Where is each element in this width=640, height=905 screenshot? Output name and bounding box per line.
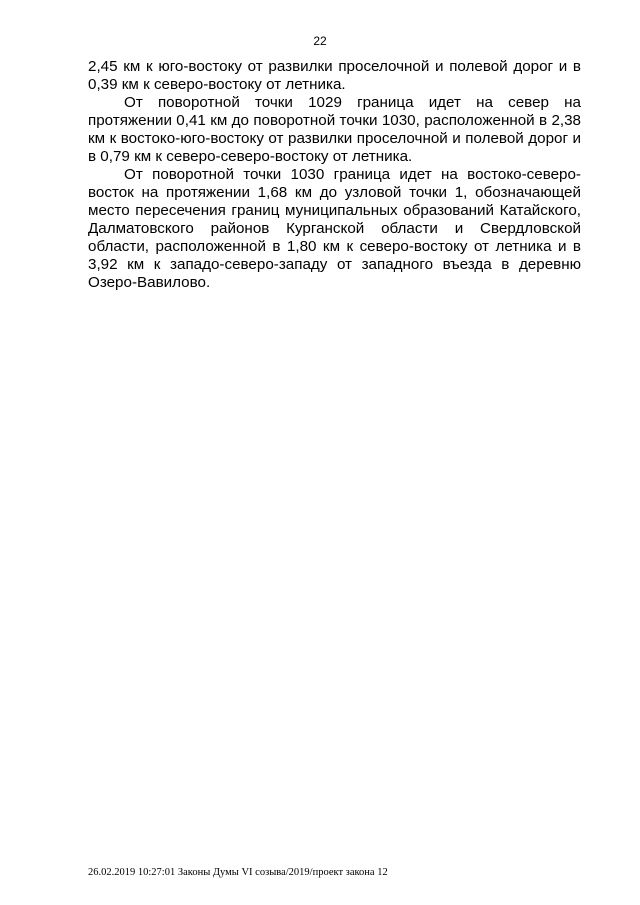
document-footer: 26.02.2019 10:27:01 Законы Думы VI созыва/2019/проект закона 12 xyxy=(88,867,388,878)
paragraph-point-1030: От поворотной точки 1030 граница идет на востоко-северо-восток на протяжении 1,68 км до узловой точки 1, обозначающей место пересечения границ муниципальных образований Катайского, Далматовского районов Курганской области и Свердловской области, расположенной в 1,80 км к северо-востоку от летника и в 3,92 км к западо-северо-западу от западного въезда в деревню Озеро-Вавилово. xyxy=(88,166,581,291)
paragraph-point-1029: От поворотной точки 1029 граница идет на север на протяжении 0,41 км до поворотной точки 1030, расположенной в 2,38 км к востоко-юго-востоку от развилки проселочной и полевой дорог и в 0,79 км к северо-северо-востоку от летника. xyxy=(88,94,581,165)
document-body xyxy=(88,58,581,292)
page-number: 22 xyxy=(313,34,327,48)
paragraph-continuation: 2,45 км к юго-востоку от развилки проселочной и полевой дорог и в 0,39 км к северо-востоку от летника. xyxy=(88,58,581,93)
